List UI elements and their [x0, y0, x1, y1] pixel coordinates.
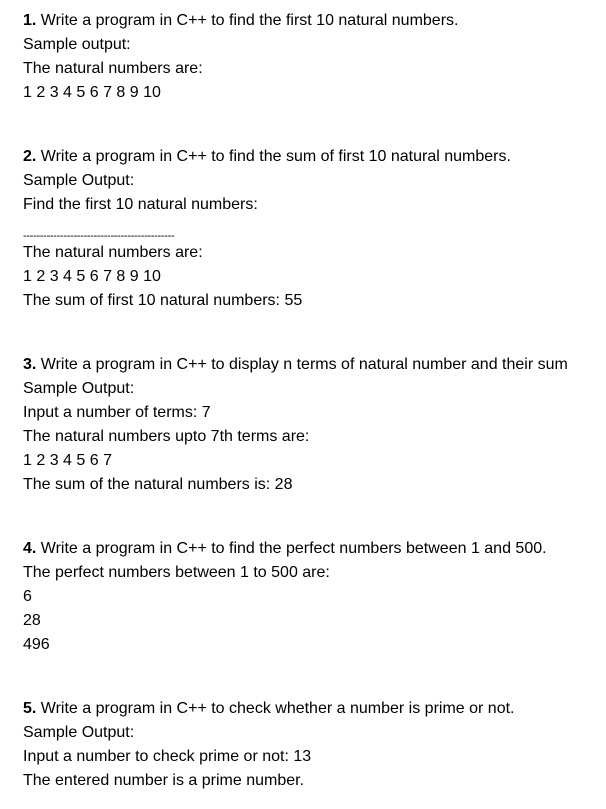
exercise-1-line: The natural numbers are:	[23, 60, 203, 77]
exercise-3-title-text: Write a program in C++ to display n terms of natural number and their sum	[36, 356, 568, 373]
exercise-4-line: The perfect numbers between 1 to 500 are:	[23, 564, 330, 581]
exercise-3-number: 3.	[23, 356, 37, 373]
exercise-2-line: Find the first 10 natural numbers:	[23, 196, 258, 213]
exercise-4-title	[23, 539, 547, 559]
exercise-3-title	[23, 355, 568, 375]
exercise-3-line: Input a number of terms: 7	[23, 404, 211, 421]
exercise-2-line: The natural numbers are:	[23, 244, 203, 261]
exercise-4-line: 28	[23, 612, 41, 629]
exercise-5-line: Sample Output:	[23, 724, 135, 741]
exercise-1-number: 1.	[23, 12, 37, 29]
exercise-3-line: The natural numbers upto 7th terms are:	[23, 428, 310, 445]
exercise-1-title	[23, 11, 458, 31]
exercise-5-title	[23, 699, 514, 719]
exercise-5-line: Input a number to check prime or not: 13	[23, 748, 312, 765]
exercise-3-line: 1 2 3 4 5 6 7	[23, 452, 112, 469]
exercise-4-title-text: Write a program in C++ to find the perfect numbers between 1 and 500.	[36, 540, 547, 557]
exercise-3-line: Sample Output:	[23, 380, 135, 397]
exercise-4-line: 6	[23, 588, 32, 605]
exercise-4-number: 4.	[23, 540, 37, 557]
dashed-divider: ---------------------------------------------	[23, 230, 175, 242]
exercise-1-title-text: Write a program in C++ to find the first 10 natural numbers.	[36, 12, 459, 29]
exercise-2-number: 2.	[23, 148, 37, 165]
exercise-2-title	[23, 147, 511, 167]
exercise-5-number: 5.	[23, 700, 37, 717]
exercise-5-line: The entered number is a prime number.	[23, 772, 305, 789]
exercise-2-line: Sample Output:	[23, 172, 135, 189]
exercise-2-line: The sum of first 10 natural numbers: 55	[23, 292, 303, 309]
exercise-4-line: 496	[23, 636, 50, 653]
exercise-1-line: Sample output:	[23, 36, 131, 53]
exercise-3-line: The sum of the natural numbers is: 28	[23, 476, 293, 493]
exercise-2-title-text: Write a program in C++ to find the sum of first 10 natural numbers.	[36, 148, 511, 165]
exercise-1-line: 1 2 3 4 5 6 7 8 9 10	[23, 84, 161, 101]
exercise-2-line: 1 2 3 4 5 6 7 8 9 10	[23, 268, 161, 285]
exercise-5-title-text: Write a program in C++ to check whether a number is prime or not.	[36, 700, 515, 717]
